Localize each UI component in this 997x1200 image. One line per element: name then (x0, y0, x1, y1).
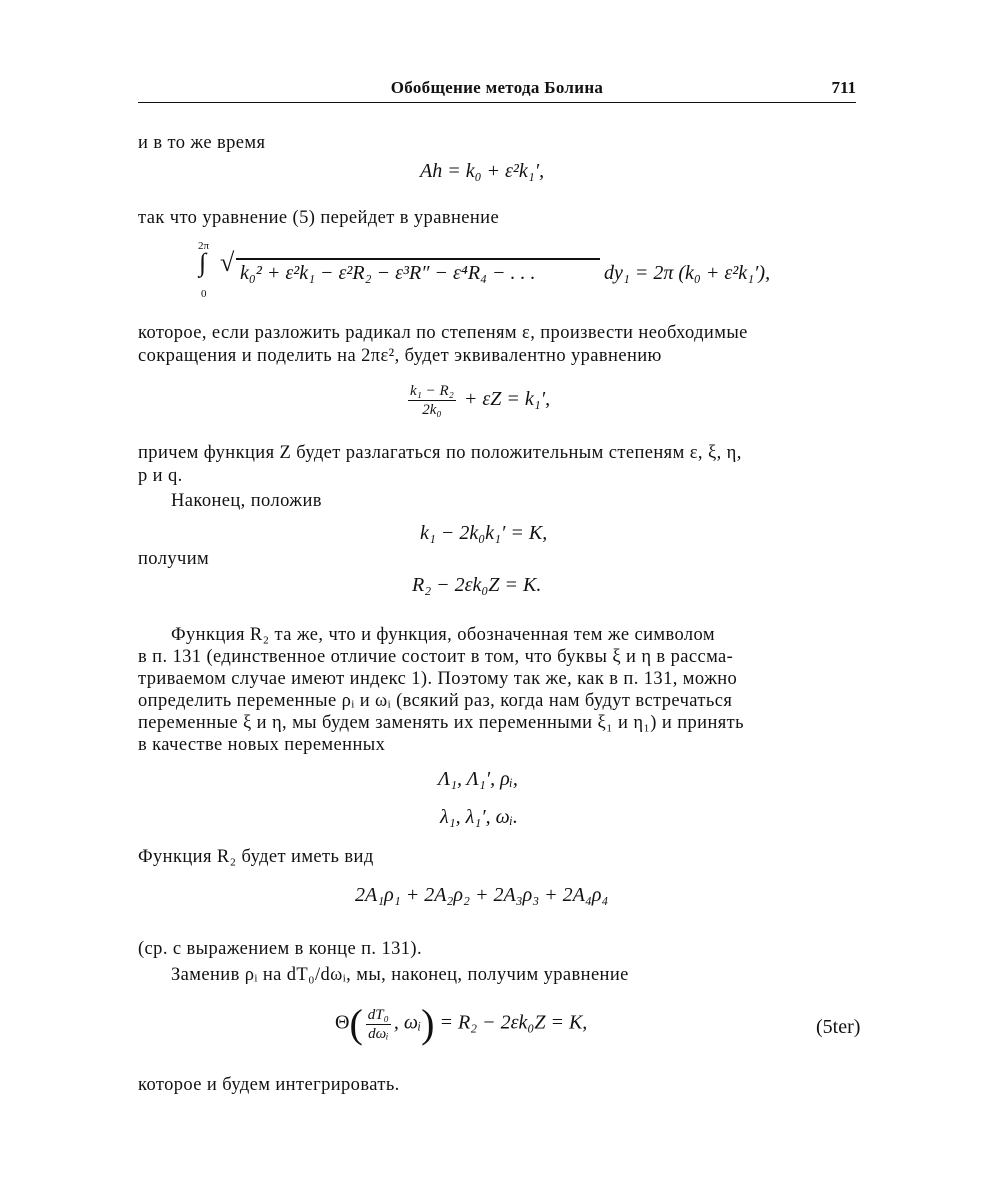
equation-5ter (335, 1001, 588, 1046)
equation-rest: + εZ = k₁′, (463, 388, 551, 411)
paragraph-line: переменные ξ и η, мы будем заменять их переменными ξ₁ и η₁) и принять (138, 713, 744, 733)
text-line: Функция R₂ будет иметь вид (138, 847, 374, 867)
running-header (138, 78, 856, 103)
argument: , ωᵢ (393, 1011, 422, 1034)
equation-k1: k₁ − 2k₀k₁′ = K, (420, 522, 548, 544)
text-line: получим (138, 549, 210, 569)
text-line: Наконец, положив (171, 491, 322, 511)
fraction-numerator: dT₀ (367, 1006, 389, 1023)
text-line: причем функция Z будет разлагаться по положительным степеням ε, ξ, η, (138, 443, 742, 463)
integral-lower-limit: 0 (201, 288, 207, 300)
equation-variables-2: λ₁, λ₁′, ωᵢ. (440, 806, 518, 828)
radicand: k₀² + ε²k₁ − ε²R₂ − ε³R″ − ε⁴R₄ − . . . (240, 262, 536, 284)
equation-r2-form: 2A₁ρ₁ + 2A₂ρ₂ + 2A₃ρ₃ + 2A₄ρ₄ (355, 884, 609, 906)
fraction-denominator: dωᵢ (368, 1025, 389, 1042)
radical-bar (236, 258, 600, 260)
text-line: сокращения и поделить на 2πε², будет эквивалентно уравнению (138, 346, 662, 366)
text-line: p и q. (138, 466, 183, 486)
right-paren: ) (421, 1001, 435, 1046)
paragraph-line: определить переменные ρᵢ и ωᵢ (всякий раз, когда нам будут встречаться (138, 691, 733, 711)
paragraph-line: триваемом случае имеют индекс 1). Поэтому так же, как в п. 131, можно (138, 669, 738, 689)
integral-upper-limit: 2π (198, 240, 210, 252)
text-line: (ср. с выражением в конце п. 131). (138, 939, 423, 959)
radical-sign: √ (220, 248, 235, 277)
paragraph-line: в качестве новых переменных (138, 735, 386, 755)
equation-label: (5ter) (816, 1016, 861, 1038)
fraction-denominator: 2k₀ (422, 402, 442, 418)
integral-sign: ∫ (199, 248, 207, 277)
integral-rhs: dy₁ = 2π (k₀ + ε²k₁′), (604, 262, 771, 284)
equation-ah: Ah = k₀ + ε²k₁′, (420, 160, 545, 182)
left-paren: ( (349, 1001, 363, 1046)
paragraph-line: Функция R₂ та же, что и функция, обозначенная тем же символом (171, 625, 715, 645)
text-line: которое и будем интегрировать. (138, 1075, 400, 1095)
header-title: Обобщение метода Болина (390, 78, 604, 97)
page-number: 711 (831, 78, 856, 97)
text-line: которое, если разложить радикал по степеням ε, произвести необходимые (138, 323, 748, 343)
text-line: и в то же время (138, 133, 266, 153)
text-line: Заменив ρᵢ на dT₀/dωᵢ, мы, наконец, получим уравнение (171, 965, 629, 985)
fraction (408, 382, 456, 419)
equation-variables-1: Λ₁, Λ₁′, ρᵢ, (438, 768, 518, 790)
fraction (366, 1006, 391, 1043)
equation-rest: = R₂ − 2εk₀Z = K, (439, 1011, 588, 1034)
fraction-numerator: k₁ − R₂ (410, 383, 454, 399)
equation-fraction (405, 382, 550, 419)
paragraph-line: в п. 131 (единственное отличие состоит в том, что буквы ξ и η в рассма- (138, 647, 734, 667)
equation-r2: R₂ − 2εk₀Z = K. (412, 574, 542, 596)
text-line: так что уравнение (5) перейдет в уравнение (138, 208, 500, 228)
theta: Θ (335, 1011, 350, 1034)
